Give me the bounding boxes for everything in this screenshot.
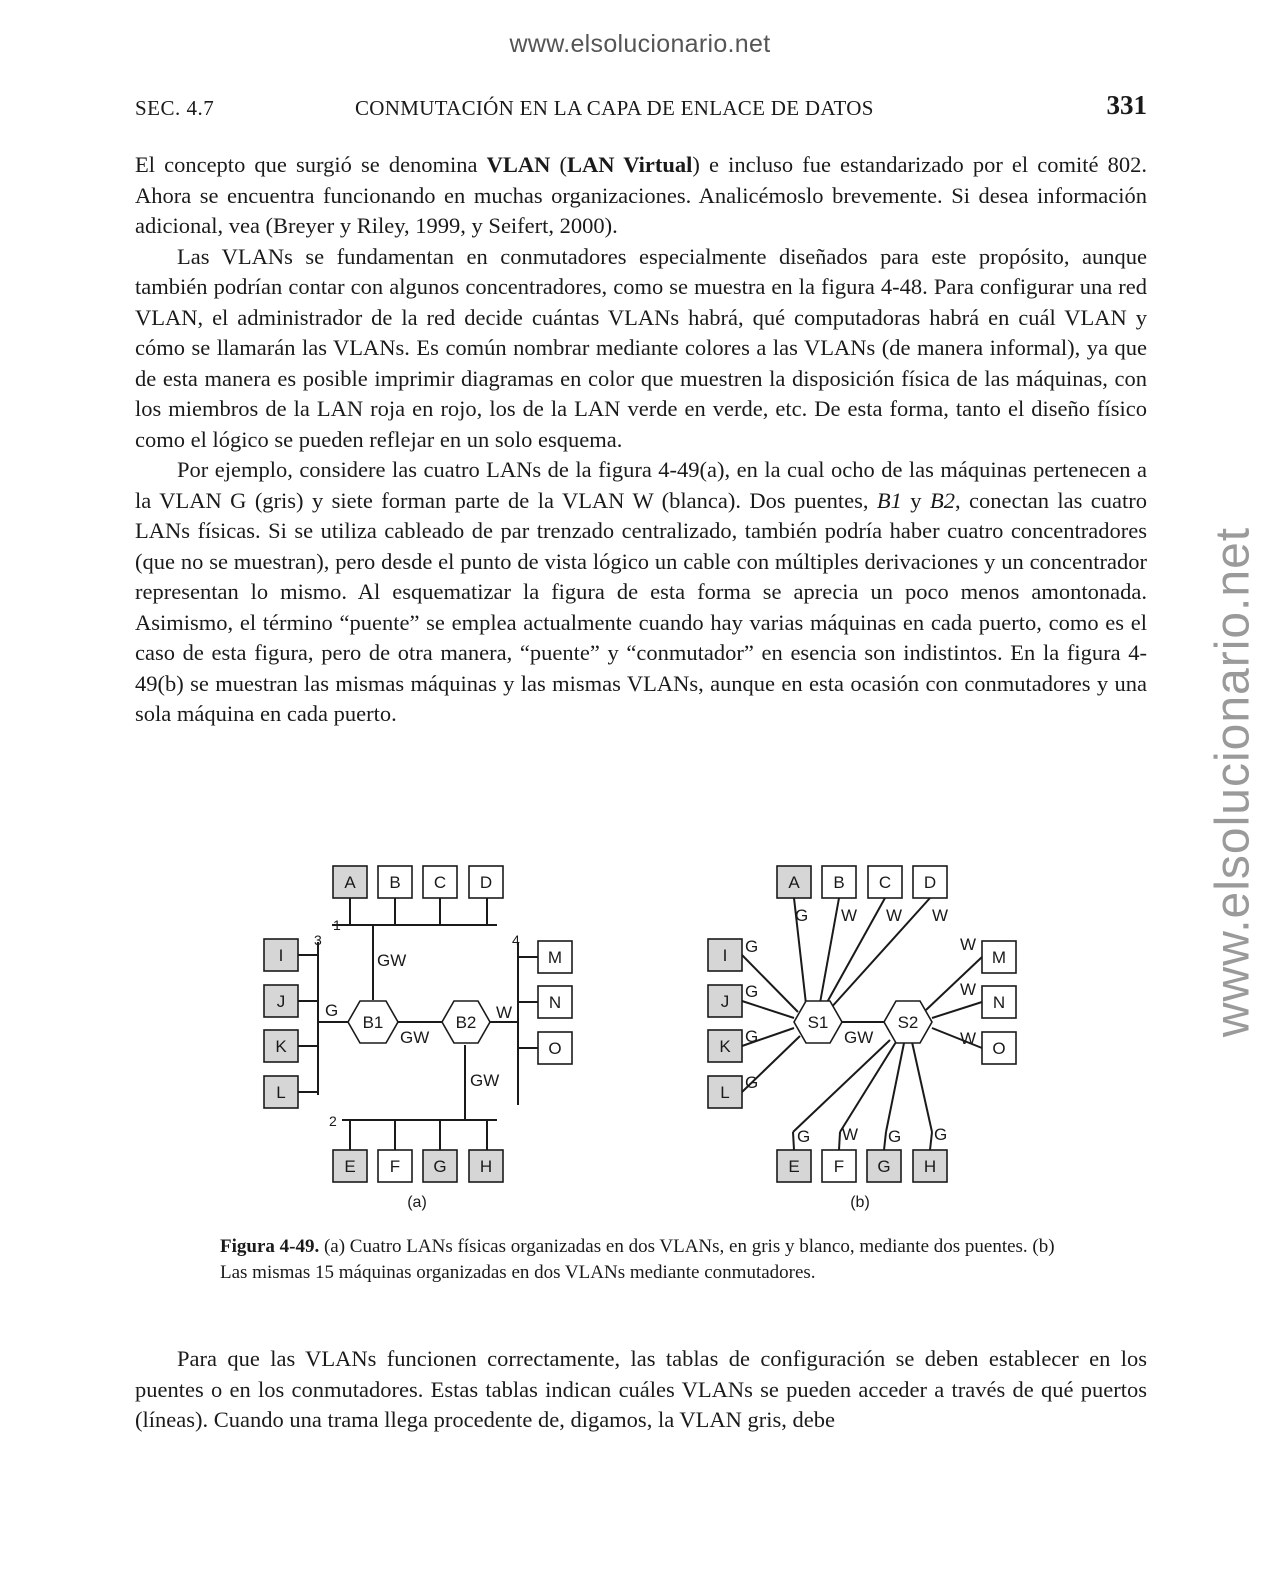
lan-4-number: 4 [512,932,520,948]
machine-j-b-label: J [720,992,730,1011]
port-label-g: G [888,1127,902,1146]
p1-open-paren: ( [550,152,568,177]
machine-i-b-label: I [722,946,728,965]
machine-d-b-label: D [923,873,937,892]
machine-m-label: M [547,948,563,967]
machine-m-b-label: M [991,948,1007,967]
port-label-n: W [960,980,977,999]
diagram-a [264,866,572,1211]
port-label-bridge-link: GW [400,1028,430,1047]
machine-a-b-label: A [788,873,800,892]
port-label-switch-link: GW [844,1028,874,1047]
term-b1: B1 [876,487,902,513]
p3-text-rest: , conectan las cuatro LANs físicas. Si se utiliza cableado de par trenzado centralizado, también podría haber cuatro concentradores (que no se muestran), pero desde el punto de vista lógico un cable con múltiples derivaciones y un concentrador representan lo mismo. Al esquematizar la figura de esta forma se aprecia un poco menos amontonada. Asimismo, el término “puente” se emplea actualmente cuando hay varias máquinas en cada puerto, como es el caso de esta figura, pero de otra manera, “puente” y “conmutador” en esencia son indistintos. En la figura 4-49(b) se muestran las mismas máquinas y las mismas VLANs, aunque en esta ocasión con conmutadores y una sola máquina en cada puerto. [135,487,1147,726]
machine-h-label: H [479,1157,493,1176]
machine-g-label: G [433,1157,447,1176]
lan-3-number: 3 [314,932,322,948]
machine-n-label: N [548,993,562,1012]
machine-j-label: J [276,992,286,1011]
port-label-d: W [932,906,949,925]
machine-l-b-label: L [720,1083,730,1102]
machine-f-label: F [389,1157,401,1176]
port-label-o: W [960,1029,977,1048]
port-label-b1-left: G [325,1001,339,1020]
port-label-b2-bottom: GW [470,1071,500,1090]
caption-label: Figura 4-49. [220,1236,320,1257]
p3-conj: y [901,487,930,513]
port-label-b2-right: W [496,1003,513,1022]
body-text-top [135,150,1147,730]
machine-a-label: A [344,873,356,892]
port-label-m: W [960,935,977,954]
paragraph-2: Las VLANs se fundamentan en conmutadores especialmente diseñados para este propósito, aunque también podrían contar con algunos concentradores, como se muestra en la figura 4-48. Para configurar una red VLAN, el administrador de la red decide cuántas VLANs habrá, qué computadoras habrá en cuál VLAN y cómo se llamarán las VLANs. Es común nombrar mediante colores a las VLANs (de manera informal), ya que de esta manera es posible imprimir diagramas en color que muestren la disposición física de las máquinas, con los miembros de la LAN roja en rojo, los de la LAN verde en verde, etc. De esta forma, tanto el diseño físico como el lógico se pueden reflejar en un solo esquema. [135,243,1147,452]
machine-k-label: K [275,1037,287,1056]
chapter-title: CONMUTACIÓN EN LA CAPA DE ENLACE DE DATOS [355,96,874,120]
p1-text-rest: ) e incluso fue estandarizado por el comité 802. Ahora se encuentra funcionando en muchas organizaciones. Analicémoslo brevemente. Si desea información adicional, vea (Breyer y Riley, 1999, y Seifert, 2000). [135,152,1147,238]
port-label-h: G [934,1125,948,1144]
lan-2-number: 2 [329,1113,337,1129]
paragraph-4: Para que las VLANs funcionen correctamente, las tablas de configuración se deben establecer en los puentes o en los conmutadores. Estas tablas indican cuáles VLANs se pueden acceder a través de qué puertos (líneas). Cuando una trama llega procedente de, digamos, la VLAN gris, debe [135,1346,1147,1432]
lan-1-number: 1 [333,917,341,933]
watermark-top: www.elsolucionario.net [509,30,771,58]
machine-n-b-label: N [992,993,1006,1012]
machine-g-b-label: G [877,1157,891,1176]
paragraph-1 [135,150,1147,242]
p3-text: Por ejemplo, considere las cuatro LANs de la figura 4-49(a), en la cual ocho de las máquinas pertenecen a la VLAN G (gris) y siete forman parte de la VLAN W (blanca). Dos puentes, [135,457,1147,513]
switch-s1-label: S1 [807,1013,829,1032]
caption-text: (a) Cuatro LANs físicas organizadas en dos VLANs, en gris y blanco, mediante dos puentes. (b) Las mismas 15 máquinas organizadas en dos VLANs mediante conmutadores. [220,1236,1055,1283]
machine-f-b-label: F [833,1157,845,1176]
port-label-c: W [886,906,903,925]
machine-c-label: C [433,873,447,892]
port-label-i: G [745,937,759,956]
diagram-b [708,866,1016,1211]
port-label-b: W [841,906,858,925]
bridge-b1-label: B1 [362,1013,384,1032]
port-label-j: G [745,982,759,1001]
machine-l-label: L [276,1083,286,1102]
watermark-side: www.elsolucionario.net [1206,526,1260,1038]
machine-e-b-label: E [788,1157,800,1176]
term-lan-virtual: LAN Virtual [567,152,693,177]
term-b2: B2 [929,487,955,513]
body-text-bottom [135,1344,1147,1436]
figure-caption [220,1234,1080,1286]
port-label-b1-top: GW [377,951,407,970]
machine-h-b-label: H [923,1157,937,1176]
bridge-b2-label: B2 [455,1013,477,1032]
running-head [135,90,1147,126]
switch-s2-label: S2 [897,1013,919,1032]
subfigure-label-a: (a) [407,1194,427,1211]
machine-k-b-label: K [719,1037,731,1056]
port-label-a: G [795,906,809,925]
paragraph-3 [135,455,1147,730]
machine-c-b-label: C [878,873,892,892]
subfigure-label-b: (b) [850,1194,870,1211]
machine-i-label: I [278,946,284,965]
machine-b-b-label: B [833,873,845,892]
port-label-k: G [745,1027,759,1046]
machine-o-label: O [548,1039,562,1058]
vlan-diagram [240,850,1040,1220]
term-vlan: VLAN [486,152,551,177]
port-label-l: G [745,1073,759,1092]
machine-e-label: E [344,1157,356,1176]
machine-b-label: B [389,873,401,892]
figure-4-49 [240,850,1040,1220]
section-number: SEC. 4.7 [135,96,215,120]
machine-o-b-label: O [992,1039,1006,1058]
port-label-e: G [797,1127,811,1146]
p1-text: El concepto que surgió se denomina [135,152,487,177]
machine-d-label: D [479,873,493,892]
page-number: 331 [1106,90,1147,120]
port-label-f: W [842,1125,859,1144]
